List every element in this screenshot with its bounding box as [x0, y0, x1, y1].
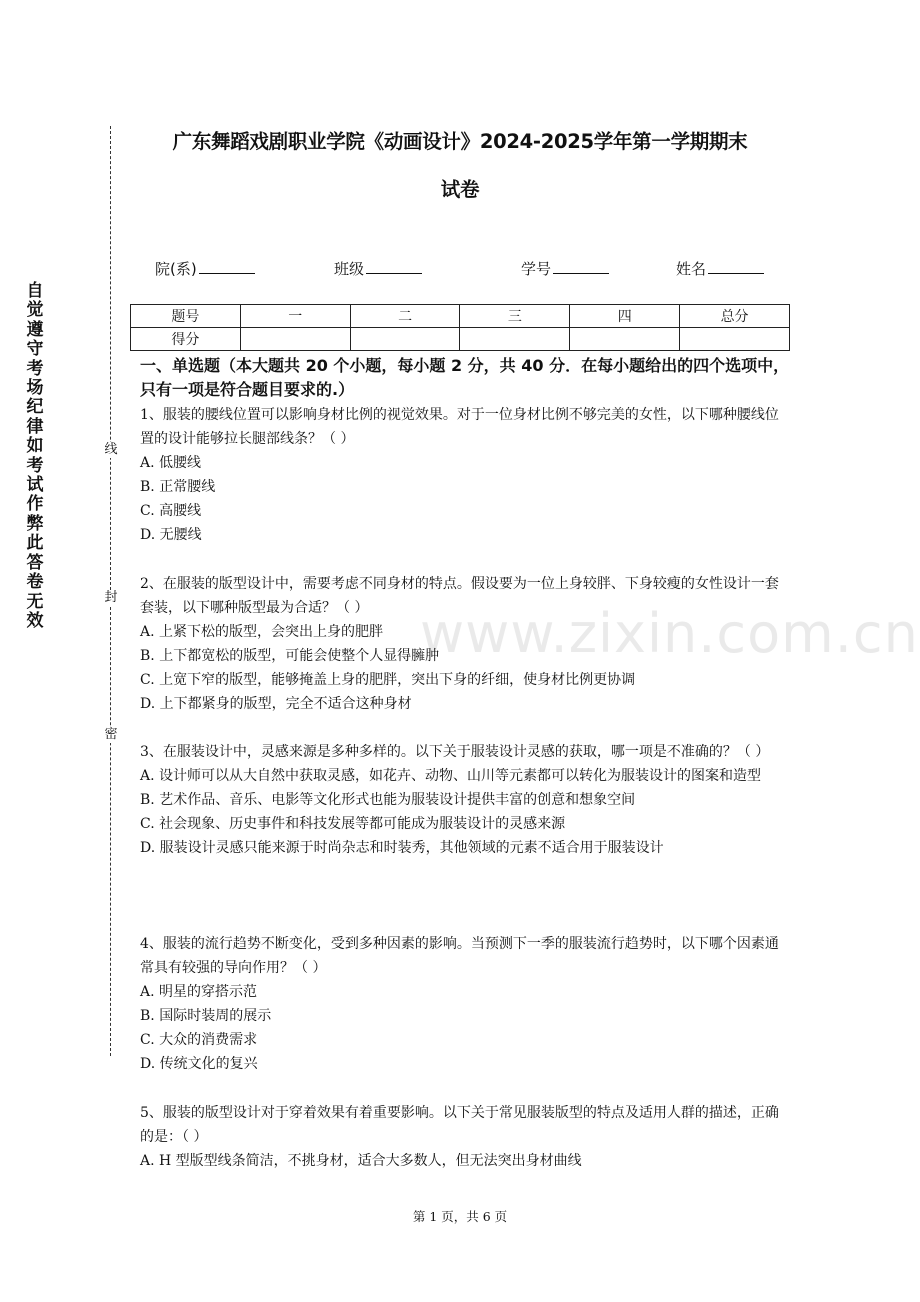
dept-field[interactable]: 院(系)	[155, 258, 255, 279]
option-a[interactable]: A. H 型版型线条简洁，不挑身材，适合大多数人，但无法突出身材曲线	[140, 1153, 582, 1169]
option-b[interactable]: B. 国际时装周的展示	[140, 1008, 272, 1024]
question-stem: 3、在服装设计中，灵感来源是多种多样的。以下关于服装设计灵感的获取，哪一项是不准确的？（ ）	[140, 744, 770, 760]
question-stem: 5、服装的版型设计对于穿着效果有着重要影响。以下关于常见服装版型的特点及适用人群的描述，正确的是：（ ）	[140, 1105, 779, 1145]
question-1	[140, 403, 790, 547]
option-b[interactable]: B. 艺术作品、音乐、电影等文化形式也能为服装设计提供丰富的创意和想象空间	[140, 792, 636, 808]
score-cell[interactable]	[350, 328, 460, 351]
option-c[interactable]: C. 社会现象、历史事件和科技发展等都可能成为服装设计的灵感来源	[140, 816, 566, 832]
student-info-row	[0, 258, 920, 282]
score-table-score-row	[131, 328, 790, 351]
row-label-cell: 得分	[131, 328, 241, 351]
seal-char-seal: 封	[104, 590, 118, 605]
header-cell: 题号	[131, 305, 241, 328]
option-b[interactable]: B. 上下都宽松的版型，可能会使整个人显得臃肿	[140, 648, 440, 664]
score-cell[interactable]	[240, 328, 350, 351]
question-3	[140, 740, 790, 860]
header-cell: 一	[240, 305, 350, 328]
option-d[interactable]: D. 服装设计灵感只能来源于时尚杂志和时装秀，其他领域的元素不适合用于服装设计	[140, 840, 664, 856]
header-cell: 三	[460, 305, 570, 328]
option-c[interactable]: C. 高腰线	[140, 503, 202, 519]
seal-char-secret: 密	[104, 727, 118, 742]
option-d[interactable]: D. 上下都紧身的版型，完全不适合这种身材	[140, 696, 412, 712]
option-c[interactable]: C. 上宽下窄的版型，能够掩盖上身的肥胖，突出下身的纤细，使身材比例更协调	[140, 672, 636, 688]
class-field[interactable]: 班级	[334, 258, 422, 279]
seal-char-line: 线	[104, 442, 118, 457]
option-d[interactable]: D. 传统文化的复兴	[140, 1056, 258, 1072]
score-table-header-row	[131, 305, 790, 328]
header-cell: 总分	[680, 305, 790, 328]
question-4	[140, 932, 790, 1076]
score-cell[interactable]	[570, 328, 680, 351]
option-a[interactable]: A. 明星的穿搭示范	[140, 984, 258, 1000]
option-a[interactable]: A. 上紧下松的版型，会突出上身的肥胖	[140, 624, 384, 640]
question-2	[140, 572, 790, 716]
option-c[interactable]: C. 大众的消费需求	[140, 1032, 258, 1048]
option-a[interactable]: A. 设计师可以从大自然中获取灵感，如花卉、动物、山川等元素都可以转化为服装设计的图案和造型	[140, 768, 762, 784]
question-5	[140, 1101, 790, 1173]
option-b[interactable]: B. 正常腰线	[140, 479, 216, 495]
section-heading: 一、单选题（本大题共 20 个小题，每小题 2 分，共 40 分．在每小题给出的四个选项中，只有一项是符合题目要求的.）	[140, 356, 790, 399]
exam-discipline-notice: 自觉遵守考场纪律如考试作弊此答卷无效	[26, 281, 44, 631]
question-stem: 4、服装的流行趋势不断变化，受到多种因素的影响。当预测下一季的服装流行趋势时，以下哪个因素通常具有较强的导向作用？（ ）	[140, 936, 779, 976]
header-cell: 四	[570, 305, 680, 328]
header-cell: 二	[350, 305, 460, 328]
score-cell[interactable]	[460, 328, 570, 351]
score-cell[interactable]	[680, 328, 790, 351]
question-stem: 2、在服装的版型设计中，需要考虑不同身材的特点。假设要为一位上身较胖、下身较瘦的女性设计一套套装，以下哪种版型最为合适？（ ）	[140, 576, 779, 616]
score-table	[130, 304, 790, 351]
exam-title-line2: 试卷	[440, 178, 480, 201]
exam-title-line1: 广东舞蹈戏剧职业学院《动画设计》2024-2025学年第一学期期末	[172, 130, 748, 153]
page-footer: 第 1 页，共 6 页	[412, 1209, 508, 1224]
question-stem: 1、服装的腰线位置可以影响身材比例的视觉效果。对于一位身材比例不够完美的女性，以下哪种腰线位置的设计能够拉长腿部线条？（ ）	[140, 407, 779, 447]
student-no-field[interactable]: 学号	[521, 258, 609, 279]
option-d[interactable]: D. 无腰线	[140, 527, 202, 543]
name-field[interactable]: 姓名	[676, 258, 764, 279]
watermark: www.zixin.com.cn	[420, 602, 919, 665]
option-a[interactable]: A. 低腰线	[140, 455, 202, 471]
